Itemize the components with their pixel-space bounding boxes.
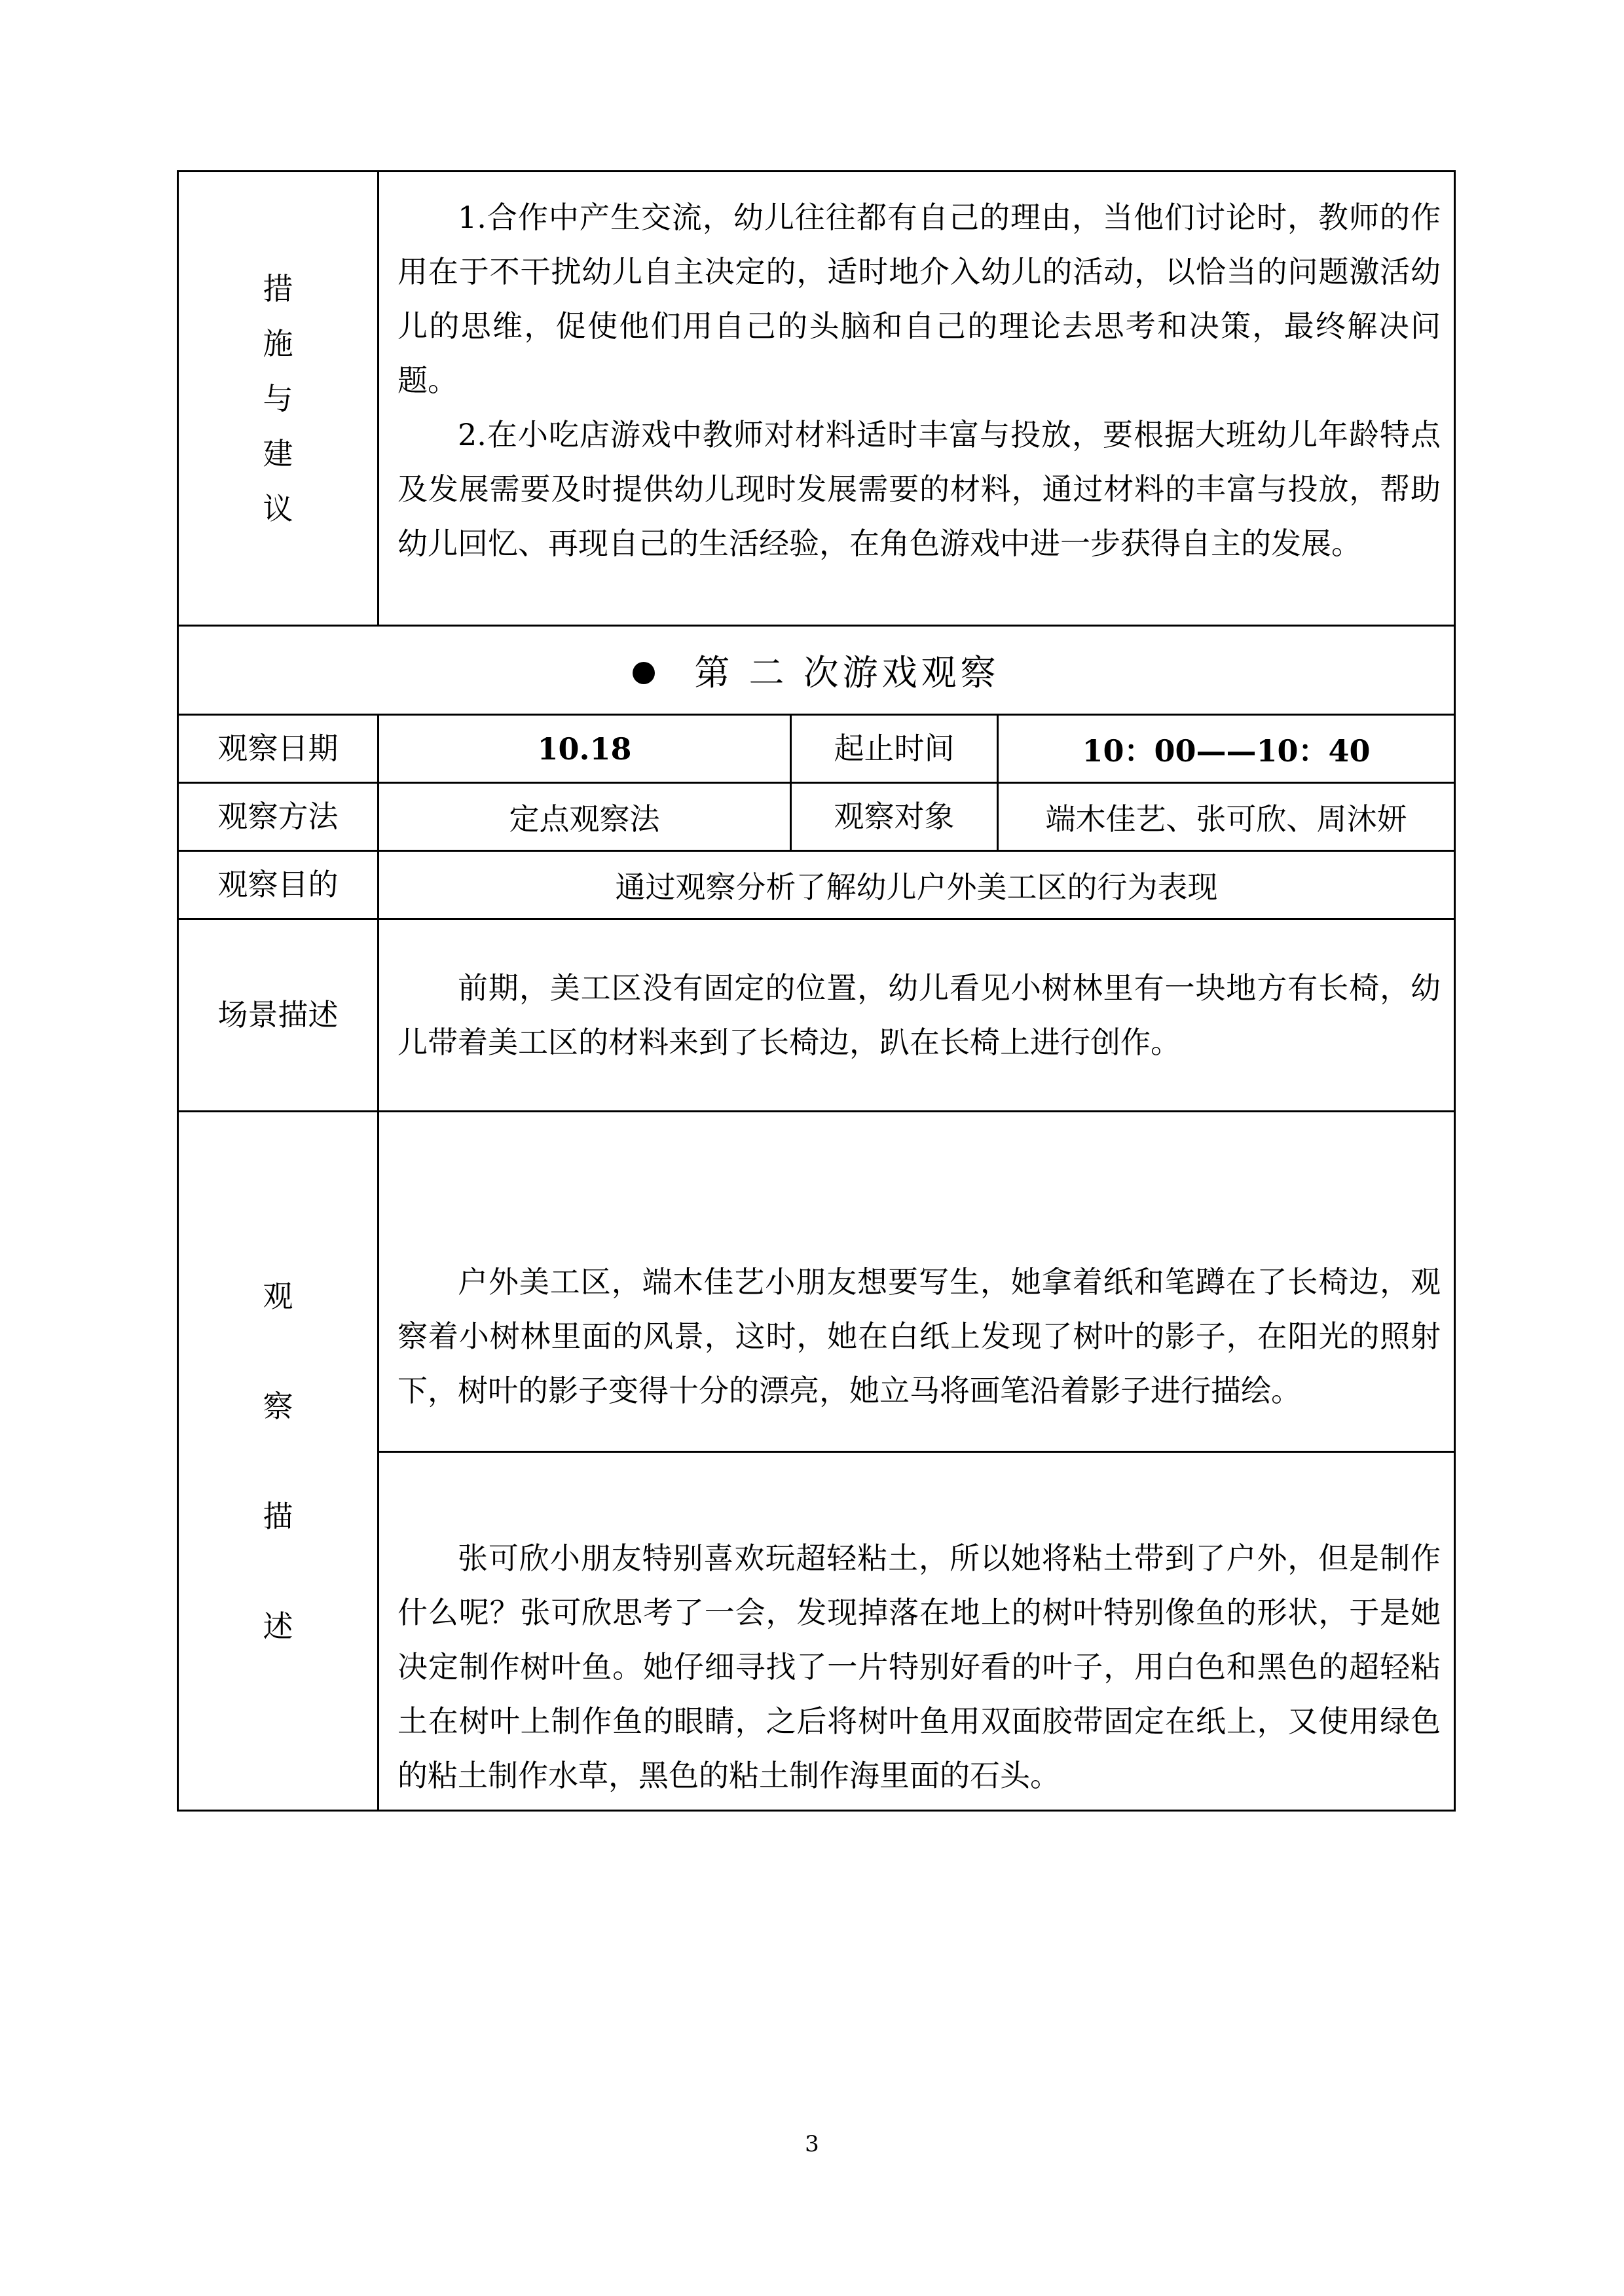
observation-label-char: 述 bbox=[263, 1608, 293, 1644]
measures-label-char: 与 bbox=[263, 380, 293, 416]
observation-label-char: 描 bbox=[263, 1498, 293, 1534]
scene-row bbox=[178, 919, 1455, 1112]
measures-label-char: 建 bbox=[263, 435, 293, 471]
measures-label-char: 议 bbox=[263, 490, 293, 526]
measures-paragraph: 1.合作中产生交流，幼儿往往都有自己的理由，当他们讨论时，教师的作用在于不干扰幼儿自主决定的，适时地介入幼儿的活动，以恰当的问题激活幼儿的思维，促使他们用自己的头脑和自己的理论去思考和决策，最终解决问题。 bbox=[397, 200, 1441, 398]
purpose-row bbox=[178, 851, 1455, 919]
observation-entry bbox=[378, 1452, 1455, 1811]
observation-paragraph: 张可欣小朋友特别喜欢玩超轻粘土，所以她将粘土带到了户外，但是制作什么呢？张可欣思考了一会，发现掉落在地上的树叶特别像鱼的形状，于是她决定制作树叶鱼。她仔细寻找了一片特别好看的叶子，用白色和黑色的超轻粘土在树叶上制作鱼的眼睛，之后将树叶鱼用双面胶带固定在纸上，又使用绿色的粘土制作水草，黑色的粘土制作海里面的石头。 bbox=[397, 1540, 1441, 1793]
scene-paragraph: 前期，美工区没有固定的位置，幼儿看见小树林里有一块地方有长椅，幼儿带着美工区的材料来到了长椅边，趴在长椅上进行创作。 bbox=[397, 970, 1441, 1060]
date-label: 观察日期 bbox=[178, 715, 378, 783]
purpose-value: 通过观察分析了解幼儿户外美工区的行为表现 bbox=[378, 851, 1455, 919]
observation-entry bbox=[378, 1112, 1455, 1452]
measures-label-char: 措 bbox=[263, 270, 293, 306]
page-number: 3 bbox=[805, 2131, 819, 2157]
observation-record-table bbox=[177, 170, 1456, 1812]
observation-label-char: 观 bbox=[263, 1278, 293, 1314]
observation-label bbox=[178, 1112, 378, 1811]
section-title bbox=[178, 626, 1455, 715]
observation-paragraph: 户外美工区，端木佳艺小朋友想要写生，她拿着纸和笔蹲在了长椅边，观察着小树林里面的风景，这时，她在白纸上发现了树叶的影子，在阳光的照射下，树叶的影子变得十分的漂亮，她立马将画笔沿着影子进行描绘。 bbox=[397, 1264, 1441, 1408]
section-title-row bbox=[178, 626, 1455, 715]
section-title-text: 第 二 次游戏观察 bbox=[694, 652, 1000, 693]
bullet-icon bbox=[633, 662, 655, 684]
method-subject-row bbox=[178, 783, 1455, 851]
scene-content bbox=[378, 919, 1455, 1112]
observation-label-char: 察 bbox=[263, 1388, 293, 1424]
time-value: 10：00——10：40 bbox=[998, 715, 1455, 783]
date-time-row bbox=[178, 715, 1455, 783]
measures-content bbox=[378, 172, 1455, 626]
measures-label bbox=[178, 172, 378, 626]
date-value: 10.18 bbox=[378, 715, 791, 783]
measures-paragraph: 2.在小吃店游戏中教师对材料适时丰富与投放，要根据大班幼儿年龄特点及发展需要及时提供幼儿现时发展需要的材料，通过材料的丰富与投放，帮助幼儿回忆、再现自己的生活经验，在角色游戏中进一步获得自主的发展。 bbox=[397, 417, 1441, 561]
subject-label: 观察对象 bbox=[791, 783, 998, 851]
method-value: 定点观察法 bbox=[378, 783, 791, 851]
subject-value: 端木佳艺、张可欣、周沐妍 bbox=[998, 783, 1455, 851]
scene-label: 场景描述 bbox=[178, 919, 378, 1112]
observation-row-1 bbox=[178, 1112, 1455, 1452]
purpose-label: 观察目的 bbox=[178, 851, 378, 919]
measures-row bbox=[178, 172, 1455, 626]
time-label: 起止时间 bbox=[791, 715, 998, 783]
method-label: 观察方法 bbox=[178, 783, 378, 851]
measures-label-char: 施 bbox=[263, 325, 293, 361]
